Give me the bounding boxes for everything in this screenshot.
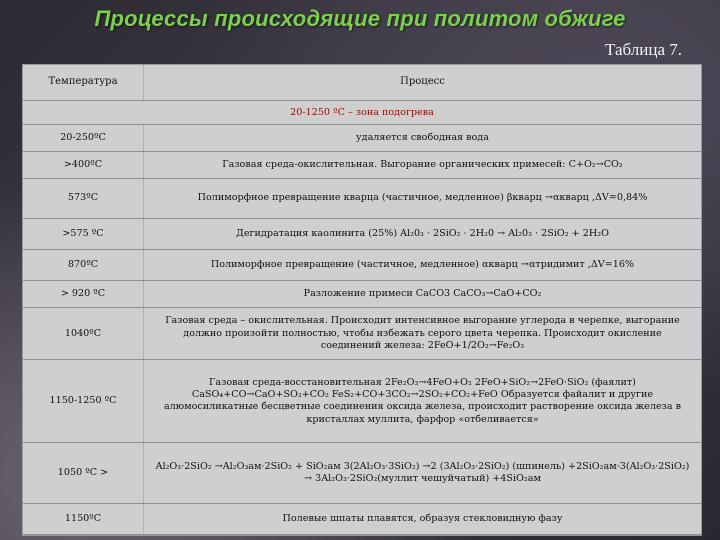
row-process: Полиморфное превращение (частичное, медленное) αкварц →αтридимит ,ΔV=16%: [144, 250, 702, 281]
zone-label: 20-1250 ºС – зона подогрева: [23, 101, 701, 125]
table-row: [23, 443, 701, 503]
table-caption: Таблица 7.: [605, 40, 682, 59]
table-row: [23, 152, 701, 179]
header-process: Процесс: [144, 65, 702, 101]
row-process: Газовая среда – окислительная. Происходит интенсивное выгорание углерода в черепке, выгорание должно произойти полностью, чтобы избежать серого цвета черепка. Происходит окисление соединений железа: 2FeO+1/2O₂→Fe₂O₃: [144, 308, 702, 360]
table-row: [23, 179, 701, 219]
slide-title: Процессы происходящие при политом обжиге: [94, 6, 626, 31]
row-process: Дегидратация каолинита (25%) Al₂0₃ · 2SiO₂ · 2H₂0 → Al₂0₃ · 2SiO₂ + 2H₂O: [144, 218, 702, 249]
header-temperature: Температура: [23, 65, 144, 101]
row-process: Газовая среда-восстановительная 2Fe₂O₃→4FeO+O₂ 2FeO+SiO₂→2FeO·SiO₂ (фаялит) CaSO₄+CO→CaO+SO₂+CO₂ FeS₂+CO+3CO₂→2SO₂+CO₂+FeO Образуется файалит и другие алюмосиликатные бесцветные соединения оксида железа, происходит растворение оксида железа в кристаллах муллита, фарфор «отбеливается»: [144, 360, 702, 443]
row-temperature: 20-250ºС: [23, 125, 144, 152]
row-temperature: >575 ºС: [23, 218, 144, 249]
table-row: [23, 503, 701, 534]
row-temperature: 1050 ºС >: [23, 443, 144, 503]
zone-row: [23, 101, 701, 125]
row-temperature: 870ºС: [23, 250, 144, 281]
process-table: [22, 64, 702, 536]
row-temperature: 1040ºС: [23, 308, 144, 360]
row-temperature: 1150-1250 ºС: [23, 360, 144, 443]
table-row: [23, 360, 701, 443]
row-process: Al₂O₃·2SiO₂ →Al₂O₃ам·2SiO₂ + SiO₂ам 3(2Al₂O₃·3SiO₂) →2 (3Al₂O₃·2SiO₂) (шпинель) +2SiO₂ам·3(Al₂O₃·2SiO₂) → 3Al₂O₃·2SiO₂(муллит чешуйчатый) +4SiO₂ам: [144, 443, 702, 503]
row-process: удаляется свободная вода: [144, 125, 702, 152]
row-process: Газовая среда-окислительная. Выгорание органических примесей: С+О₂→СО₂: [144, 152, 702, 179]
row-temperature: 1150ºС: [23, 503, 144, 534]
table-row: [23, 281, 701, 308]
row-process: Полевые шпаты плавятся, образуя стекловидную фазу: [144, 503, 702, 534]
table-row: [23, 218, 701, 249]
table-row: [23, 125, 701, 152]
table-header-row: [23, 65, 701, 101]
table-row: [23, 308, 701, 360]
row-temperature: 573ºС: [23, 179, 144, 219]
row-process: Разложение примеси СаСО3 CaCO₃→CaO+CO₂: [144, 281, 702, 308]
row-temperature: >400ºС: [23, 152, 144, 179]
table-row: [23, 250, 701, 281]
row-temperature: > 920 ºС: [23, 281, 144, 308]
row-process: Полиморфное превращение кварца (частичное, медленное) βкварц →αкварц ,ΔV=0,84%: [144, 179, 702, 219]
